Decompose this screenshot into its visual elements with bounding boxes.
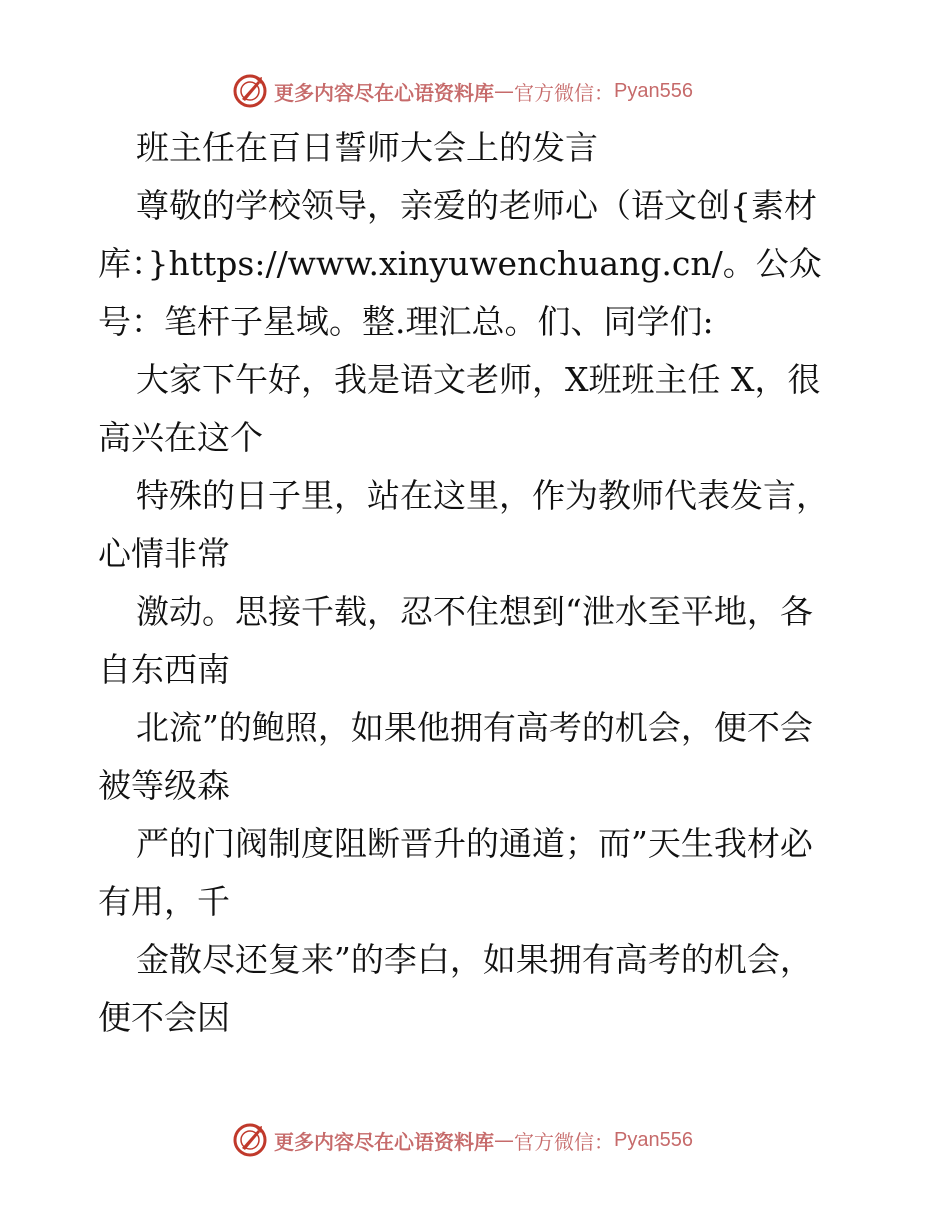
text-line: 北流”的鲍照，如果他拥有高考的机会，便不会 xyxy=(136,708,813,747)
banner-wechat-label: 官方微信： xyxy=(514,80,614,105)
text-line: 自东西南 xyxy=(98,650,230,689)
quill-logo-icon xyxy=(232,73,268,109)
footer-banner xyxy=(232,1120,693,1160)
banner-dash: — xyxy=(494,79,514,103)
text-line: 特殊的日子里，站在这里，作为教师代表发言， xyxy=(136,476,829,515)
banner-wechat-label: 官方微信： xyxy=(514,1129,614,1154)
text-line: 库：}https://www.xinyuwenchuang.cn/。公众 xyxy=(98,244,822,283)
banner-main-text: 更多内容尽在心语资料库 xyxy=(274,80,494,105)
text-line: 便不会因 xyxy=(98,998,230,1037)
text-line: 严的门阀制度阻断晋升的通道；而”天生我材必 xyxy=(136,824,813,863)
quill-logo-icon xyxy=(232,1122,268,1158)
banner-wechat-id: Pyan556 xyxy=(614,1128,693,1151)
text-line: 有用，千 xyxy=(98,882,230,921)
banner-dash: — xyxy=(494,1128,514,1152)
text-line: 金散尽还复来”的李白，如果拥有高考的机会， xyxy=(136,940,813,979)
text-line: 大家下午好，我是语文老师，X班班主任 X，很 xyxy=(136,360,821,399)
header-banner xyxy=(232,71,693,111)
text-line: 心情非常 xyxy=(98,534,230,573)
text-line: 尊敬的学校领导，亲爱的老师心（语文创{素材 xyxy=(136,186,817,225)
text-line: 号：笔杆子星域。整.理汇总。们、同学们: xyxy=(98,302,714,341)
document-title: 班主任在百日誓师大会上的发言 xyxy=(136,128,598,167)
banner-main-text: 更多内容尽在心语资料库 xyxy=(274,1129,494,1154)
banner-wechat-id: Pyan556 xyxy=(614,79,693,102)
text-line: 激动。思接千载，忍不住想到“泄水至平地，各 xyxy=(136,592,813,631)
text-line: 被等级森 xyxy=(98,766,230,805)
text-line: 高兴在这个 xyxy=(98,418,263,457)
